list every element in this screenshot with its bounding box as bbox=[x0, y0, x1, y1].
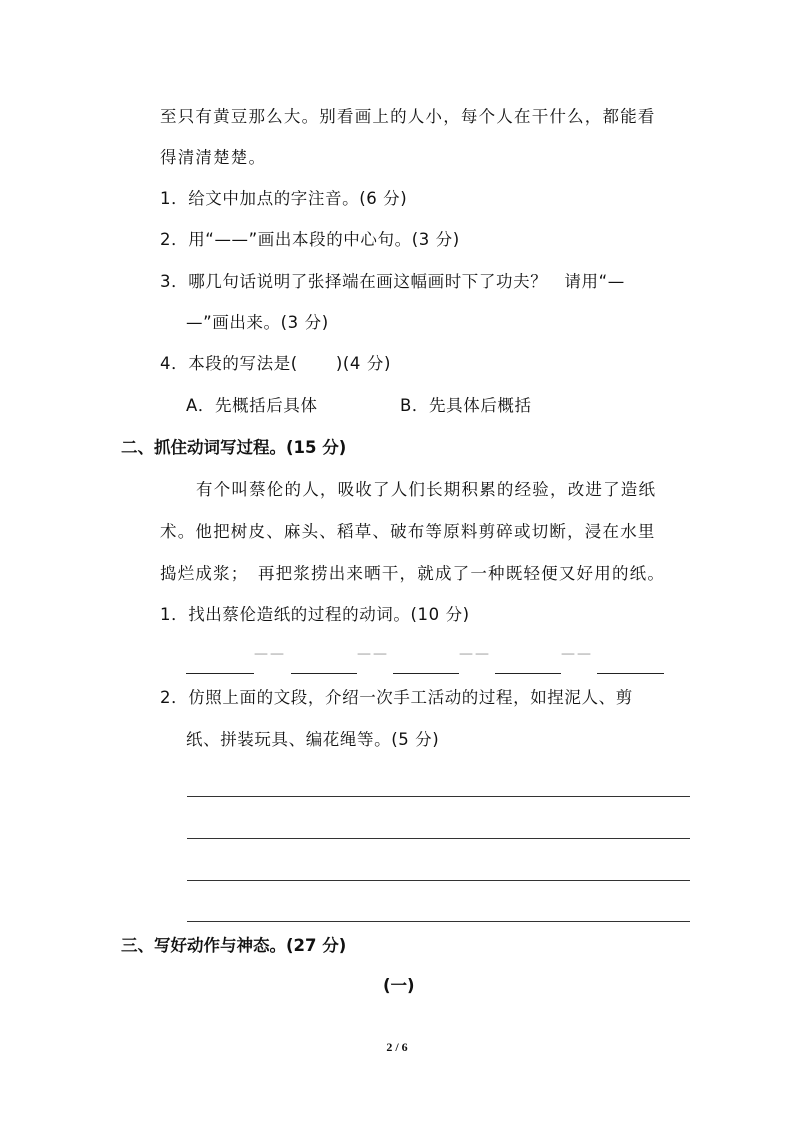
verb-blank-2[interactable] bbox=[291, 673, 357, 674]
option-b: B．先具体后概括 bbox=[400, 396, 532, 415]
question-4 bbox=[160, 352, 391, 376]
writing-line[interactable] bbox=[187, 921, 690, 922]
pair-mark: —— bbox=[357, 646, 389, 662]
pair-mark: —— bbox=[254, 646, 286, 662]
question-3: 3．哪几句话说明了张择端在画这幅画时下了功夫？ 请用“— bbox=[160, 272, 625, 291]
question-1: 1．给文中加点的字注音。(6 分) bbox=[160, 189, 408, 208]
section-3-heading: 三、写好动作与神态。(27 分) bbox=[121, 936, 347, 955]
verb-blank-3[interactable] bbox=[393, 673, 459, 674]
writing-line[interactable] bbox=[187, 838, 690, 839]
pair-mark: —— bbox=[459, 646, 491, 662]
section-2-heading: 二、抓住动词写过程。(15 分) bbox=[121, 438, 347, 457]
passage-line: 有个叫蔡伦的人，吸收了人们长期积累的经验，改进了造纸 bbox=[196, 480, 657, 499]
section-2-question-2: 2．仿照上面的文段，介绍一次手工活动的过程，如捏泥人、剪 bbox=[160, 688, 633, 707]
question-4-prefix: 4．本段的写法是( bbox=[160, 354, 298, 373]
section-2-question-2-continued: 纸、拼装玩具、编花绳等。(5 分) bbox=[186, 730, 440, 749]
verb-answer-row bbox=[186, 646, 666, 680]
question-4-suffix: )(4 分) bbox=[335, 354, 391, 373]
pair-mark: —— bbox=[561, 646, 593, 662]
question-2: 2．用“——”画出本段的中心句。(3 分) bbox=[160, 230, 460, 249]
passage-line: 得清清楚楚。 bbox=[160, 148, 267, 167]
verb-blank-1[interactable] bbox=[186, 673, 254, 674]
passage-line: 术。他把树皮、麻头、稻草、破布等原料剪碎或切断，浸在水里 bbox=[160, 522, 656, 541]
verb-blank-5[interactable] bbox=[597, 673, 664, 674]
writing-line[interactable] bbox=[187, 796, 690, 797]
verb-blank-4[interactable] bbox=[495, 673, 561, 674]
passage-line: 捣烂成浆； 再把浆捞出来晒干，就成了一种既轻便又好用的纸。 bbox=[160, 564, 666, 583]
writing-line[interactable] bbox=[187, 880, 690, 881]
section-2-question-1: 1．找出蔡伦造纸的过程的动词。(10 分) bbox=[160, 605, 470, 624]
section-3-subheading: (一) bbox=[383, 976, 415, 995]
question-3-continued: —”画出来。(3 分) bbox=[186, 313, 329, 332]
passage-line: 至只有黄豆那么大。别看画上的人小，每个人在干什么，都能看 bbox=[160, 107, 656, 126]
page-number: 2 / 6 bbox=[386, 1040, 408, 1054]
option-a: A．先概括后具体 bbox=[186, 396, 318, 415]
